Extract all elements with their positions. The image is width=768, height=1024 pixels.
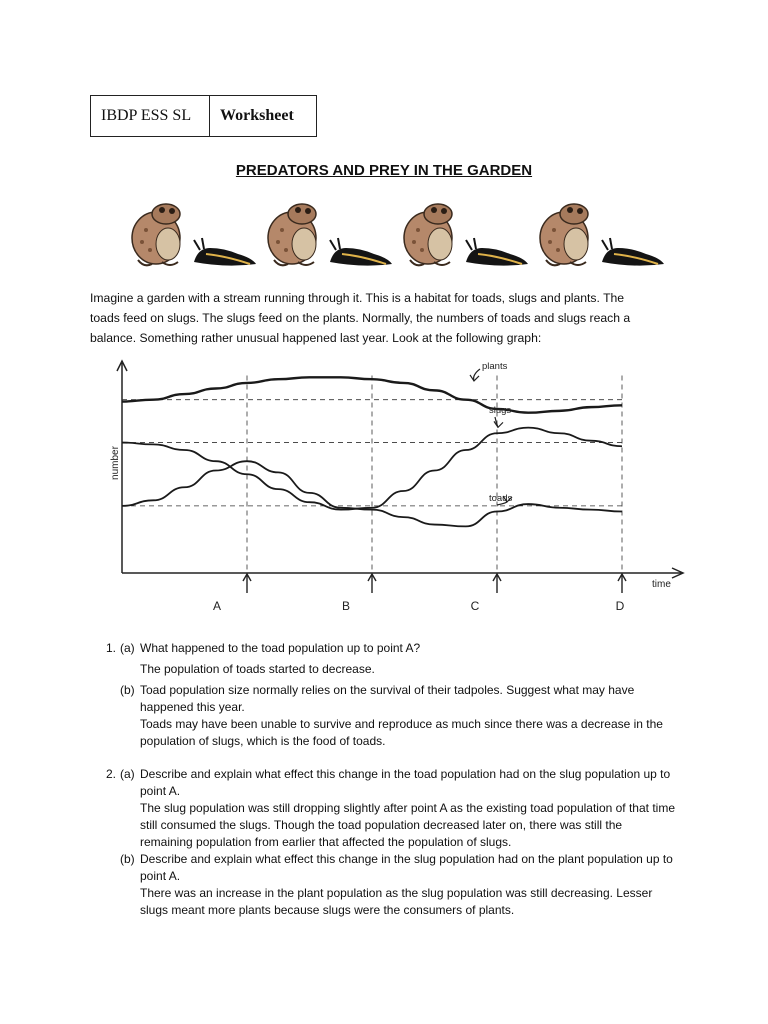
question-2 xyxy=(106,766,676,919)
course-label: IBDP ESS SL xyxy=(91,96,210,136)
toads-label: toads xyxy=(489,493,513,504)
slugs-pointer-head xyxy=(494,421,503,427)
intro-line: toads feed on slugs. The slugs feed on the plants. Normally, the numbers of toads and slugs reach a xyxy=(90,311,631,325)
part-label: (a) xyxy=(120,767,135,781)
marker-label: D xyxy=(615,599,625,613)
answer-2b: There was an increase in the plant population as the slug population was still decreasing. Lesser slugs meant more plants because slugs were the consumers of plants. xyxy=(140,886,653,917)
question-2b xyxy=(106,851,676,885)
question-2a xyxy=(106,766,676,800)
questions-section xyxy=(106,640,676,919)
intro-line: balance. Something rather unusual happened last year. Look at the following graph: xyxy=(90,331,542,345)
part-label: (a) xyxy=(120,641,135,655)
slugs-label: slugs xyxy=(489,405,512,416)
y-axis-label: number xyxy=(110,446,121,480)
intro-line: Imagine a garden with a stream running through it. This is a habitat for toads, slugs and plants. The xyxy=(90,291,625,305)
plants-label: plants xyxy=(482,361,508,372)
question-text: Describe and explain what effect this change in the toad population had on the slug population up to point A. xyxy=(140,767,671,798)
marker-label: B xyxy=(341,599,351,613)
question-text: Describe and explain what effect this change in the slug population had on the plant population up to point A. xyxy=(140,852,673,883)
header-table xyxy=(90,95,317,137)
question-text: What happened to the toad population up to point A? xyxy=(140,641,421,655)
toad-slug-illustration xyxy=(128,200,668,270)
marker-label: C xyxy=(470,599,480,613)
question-1b xyxy=(106,682,676,716)
part-label: (b) xyxy=(120,852,135,866)
population-graph xyxy=(100,355,690,620)
question-number: 2. xyxy=(106,767,117,781)
answer-1b: Toads may have been unable to survive and reproduce as much since there was a decrease in the population of slugs, which is the food of toads. xyxy=(140,717,663,748)
page-title: PREDATORS AND PREY IN THE GARDEN xyxy=(235,162,533,179)
question-1a xyxy=(106,640,676,657)
worksheet-label: Worksheet xyxy=(220,107,294,124)
x-axis-label: time xyxy=(652,579,671,590)
plants-pointer xyxy=(474,369,480,381)
marker-label: A xyxy=(212,599,222,613)
question-1 xyxy=(106,640,676,750)
answer-1a: The population of toads started to decrease. xyxy=(140,662,375,676)
part-label: (b) xyxy=(120,683,135,697)
question-number: 1. xyxy=(106,641,117,655)
intro-paragraph xyxy=(90,288,665,348)
question-text: Toad population size normally relies on the survival of their tadpoles. Suggest what may have happened this year. xyxy=(140,683,635,714)
answer-2a: The slug population was still dropping slightly after point A as the existing toad population of that time still consumed the slugs. Though the toad population decreased later on, there was still the remaining population from earlier that affected the population of slugs. xyxy=(140,801,675,849)
